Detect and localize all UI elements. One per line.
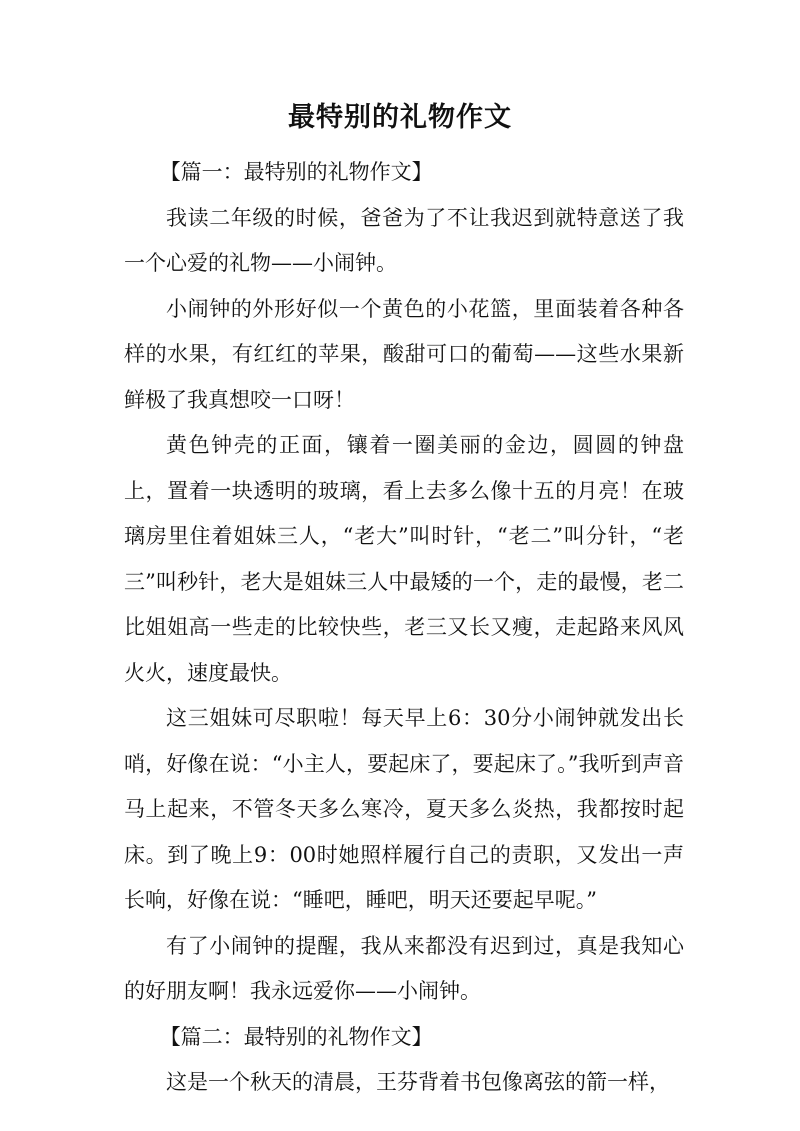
paragraph: 有了小闹钟的提醒，我从来都没有迟到过，真是我知心的好朋友啊！我永远爱你——小闹钟。 — [124, 933, 684, 1003]
section-heading-2: 【篇二：最特别的礼物作文】 — [159, 1024, 433, 1049]
paragraph: 我读二年级的时候，爸爸为了不让我迟到就特意送了我一个心爱的礼物——小闹钟。 — [124, 205, 684, 275]
paragraph: 这是一个秋天的清晨，王芬背着书包像离弦的箭一样， — [166, 1070, 670, 1094]
document-title: 最特别的礼物作文 — [288, 102, 512, 133]
document-body — [124, 150, 684, 1106]
paragraph: 黄色钟壳的正面，镶着一圈美丽的金边，圆圆的钟盘上，置着一块透明的玻璃，看上去多么像十五的月亮！在玻璃房里住着姐妹三人，“老大”叫时针，“老二”叫分针，“老三”叫秒针，老大是姐妹三人中最矮的一个，走的最慢，老二比姐姐高一些走的比较快些，老三又长又瘦，走起路来风风火火，速度最快。 — [124, 433, 684, 685]
section-heading-1: 【篇一：最特别的礼物作文】 — [159, 160, 433, 184]
paragraph: 这三姐妹可尽职啦！每天早上6：30分小闹钟就发出长哨，好像在说：“小主人，要起床了，要起床了。”我听到声音马上起来，不管冬天多么寒冷，夏天多么炎热，我都按时起床。到了晚上9：00时她照样履行自己的责职，又发出一声长响，好像在说：“睡吧，睡吧，明天还要起早呢。” — [124, 706, 684, 912]
paragraph: 小闹钟的外形好似一个黄色的小花篮，里面装着各种各样的水果，有红红的苹果，酸甜可口的葡萄——这些水果新鲜极了我真想咬一口呀！ — [124, 296, 684, 412]
